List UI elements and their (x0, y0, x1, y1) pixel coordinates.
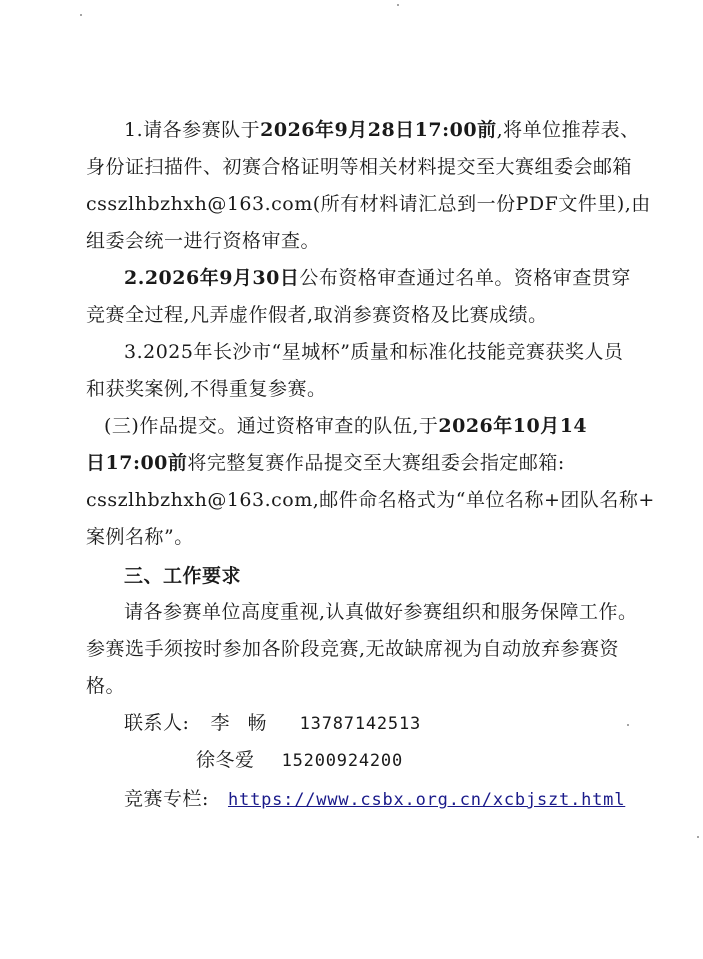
para1-line4: 组委会统一进行资格审查。 (86, 230, 321, 252)
column-row (124, 787, 625, 812)
para4-line1 (104, 414, 587, 438)
para1-line2: 身份证扫描件、初赛合格证明等相关材料提交至大赛组委会邮箱 (86, 156, 633, 178)
scan-speck (397, 4, 399, 6)
para5-line2: 参赛选手须按时参加各阶段竞赛,无故缺席视为自动放弃参赛资 (86, 638, 620, 660)
para4-line3: csszlhbzhxh@163.com,邮件命名格式为“单位名称+团队名称+ (86, 489, 655, 511)
para2-line1 (124, 266, 631, 290)
para4-date: 2026年10月14 (438, 415, 588, 437)
para5-line1: 请各参赛单位高度重视,认真做好参赛组织和服务保障工作。 (124, 601, 638, 623)
scan-speck (627, 724, 629, 726)
para2-line2: 竞赛全过程,凡弄虚作假者,取消参赛资格及比赛成绩。 (86, 304, 548, 326)
para1-deadline: 2026年9月28日17:00前 (260, 119, 497, 141)
scan-speck (697, 836, 699, 838)
para1-line1-prefix: 1.请各参赛队于 (124, 119, 261, 141)
para5-line3: 格。 (86, 675, 126, 697)
para1-line3: csszlhbzhxh@163.com(所有材料请汇总到一份PDF文件里),由 (86, 193, 651, 215)
para3-line1: 3.2025年长沙市“星城杯”质量和标准化技能竞赛获奖人员 (124, 341, 624, 363)
para4-deadline: 日17:00前 (86, 452, 188, 474)
column-label: 竞赛专栏: (124, 788, 209, 810)
para4-line2-suffix: 将完整复赛作品提交至大赛组委会指定邮箱: (187, 452, 565, 474)
scan-speck (80, 14, 82, 16)
contact-row-1 (124, 711, 421, 736)
contact-row-2 (196, 748, 403, 773)
para1-line1 (124, 118, 640, 142)
contact1-name: 李 畅 (210, 712, 273, 734)
para1-line1-suffix: ,将单位推荐表、 (496, 119, 640, 141)
para4-line1-prefix: (三)作品提交。通过资格审查的队伍,于 (104, 415, 439, 437)
contact1-phone: 13787142513 (299, 714, 422, 734)
para3-line2: 和获奖案例,不得重复参赛。 (86, 378, 327, 400)
para4-line4: 案例名称”。 (86, 526, 194, 548)
para2-date: 2.2026年9月30日 (124, 267, 300, 289)
section3-heading: 三、工作要求 (124, 565, 242, 587)
contact-label: 联系人: (124, 712, 190, 734)
column-link[interactable]: https://www.csbx.org.cn/xcbjszt.html (228, 790, 626, 810)
para2-line1-suffix: 公布资格审查通过名单。资格审查贯穿 (299, 267, 631, 289)
contact2-name: 徐冬爱 (196, 749, 255, 771)
contact2-phone: 15200924200 (281, 751, 403, 771)
para4-line2 (86, 451, 565, 475)
